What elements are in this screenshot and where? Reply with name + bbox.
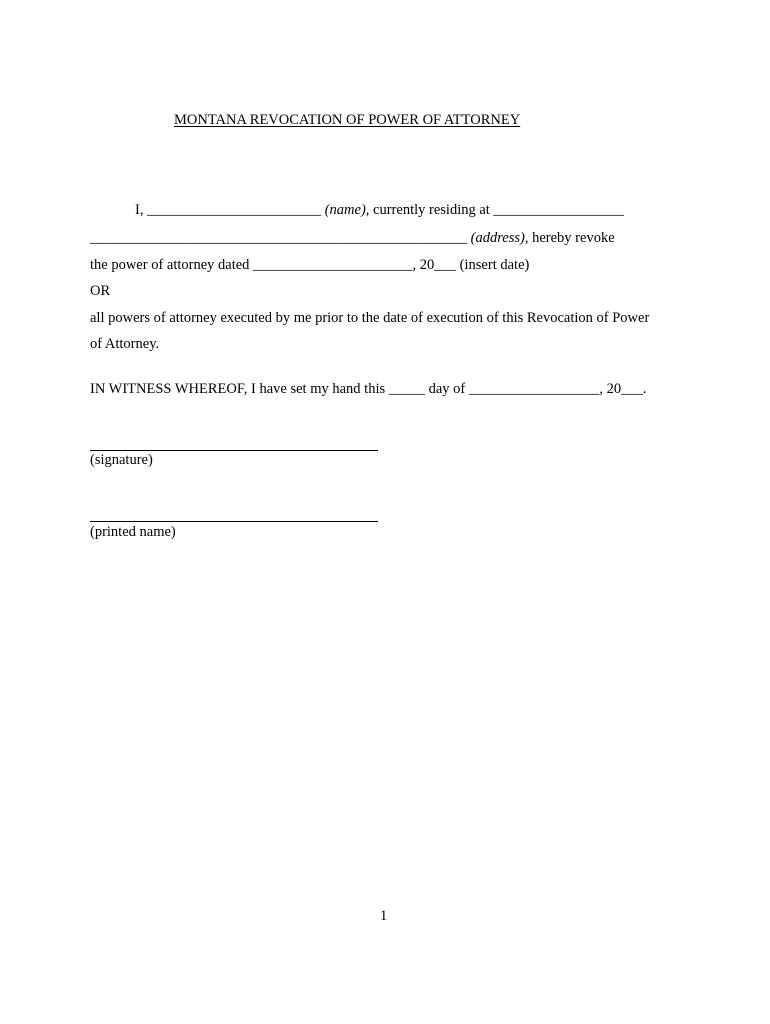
witness-line[interactable]: IN WITNESS WHEREOF, I have set my hand this _____ day of __________________, 20___. <box>90 381 647 397</box>
or-label: OR <box>90 283 111 299</box>
signature-blank[interactable] <box>90 450 378 451</box>
address-blank[interactable]: ____________________________________________________ <box>90 230 471 246</box>
residence-blank[interactable]: , currently residing at __________________ <box>365 202 624 218</box>
revoker-line <box>135 203 624 218</box>
address-line <box>90 231 615 246</box>
page-number: 1 <box>380 908 388 924</box>
revoker-name-blank[interactable]: I, ________________________ <box>135 202 325 218</box>
signature-label: (signature) <box>90 452 153 468</box>
all-powers-line-2: of Attorney. <box>90 336 160 352</box>
printed-name-label: (printed name) <box>90 524 176 540</box>
address-hint: (address) <box>470 230 525 246</box>
all-powers-line-1: all powers of attorney executed by me prior to the date of execution of this Revocation of Power <box>90 310 650 326</box>
document-title: MONTANA REVOCATION OF POWER OF ATTORNEY <box>174 112 521 128</box>
revoke-text: , hereby revoke <box>524 230 615 246</box>
name-hint: (name) <box>324 202 366 218</box>
printed-name-blank[interactable] <box>90 521 378 522</box>
dated-line[interactable]: the power of attorney dated ______________________, 20___ (insert date) <box>90 257 530 273</box>
